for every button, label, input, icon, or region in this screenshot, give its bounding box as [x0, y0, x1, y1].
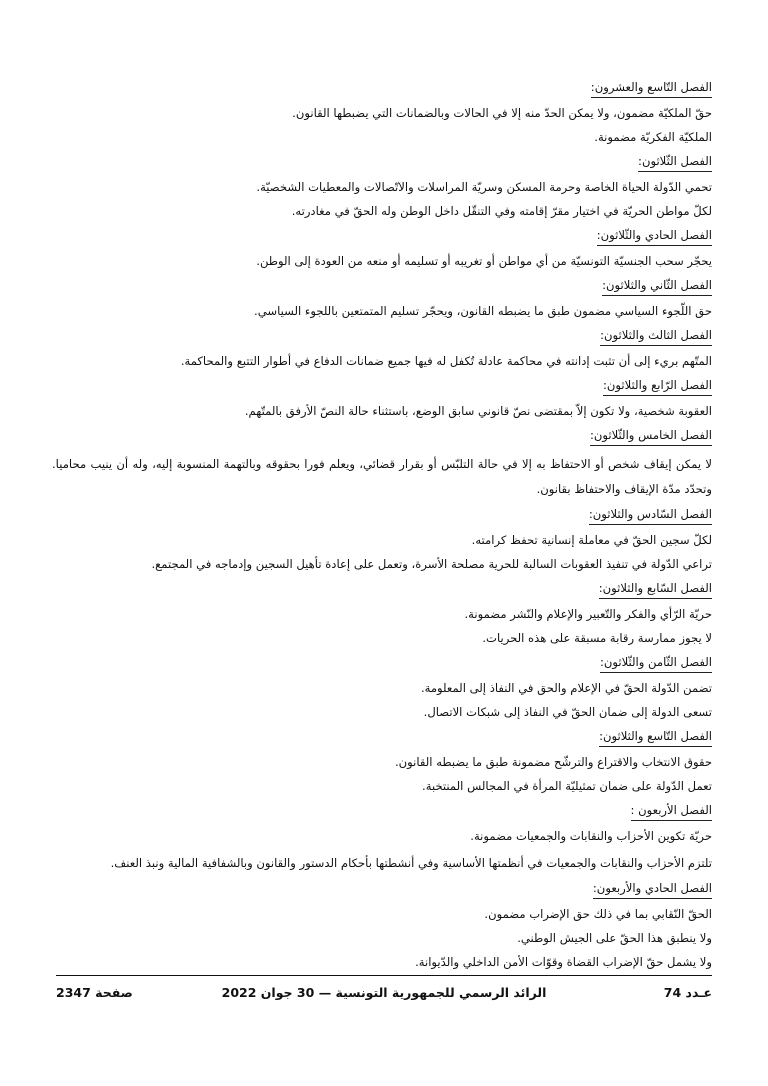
article-paragraph: ولا يشمل حقّ الإضراب القضاة وقوّات الأمن الداخلي والدّيوانة.	[415, 955, 712, 969]
article-paragraph: الملكيّة الفكريّة مضمونة.	[594, 130, 712, 144]
article-paragraph: تحمي الدّولة الحياة الخاصة وحرمة المسكن وسريّة المراسلات والاتّصالات والمعطيات الشخصيّة.	[256, 180, 712, 194]
article-paragraph: لا يمكن إيقاف شخص أو الاحتفاظ به إلا في حالة التلبّس أو بقرار قضائي، ويعلم فورا بحقوقه وبالتهمة المنسوبة إليه، وله أن ينيب محاميا. وتحدّد مدّة الإيقاف والاحتفاظ بقانون.	[52, 457, 712, 496]
article-section	[52, 276, 712, 320]
page-number: صفحة 2347	[56, 985, 133, 1000]
article-paragraph: حريّة الرّأي والفكر والتّعبير والإعلام والنّشر مضمونة.	[464, 607, 712, 621]
article-heading: الفصل التّاسع والثلاثون:	[599, 727, 712, 747]
issue-number: عـدد 74	[663, 985, 712, 1000]
article-heading: الفصل الخامس والثّلاثون:	[590, 426, 712, 446]
article-paragraph: تراعي الدّولة في تنفيذ العقوبات السالبة للحرية مصلحة الأسرة، وتعمل على إعادة تأهيل السجين وإدماجه في المجتمع.	[151, 557, 712, 571]
article-section	[52, 326, 712, 370]
article-heading: الفصل الثّامن والثّلاثون:	[600, 653, 712, 673]
article-section	[52, 801, 712, 876]
article-heading: الفصل الحادي والأربعون:	[593, 879, 712, 899]
article-heading: الفصل السّابع والثلاثون:	[599, 579, 712, 599]
article-heading: الفصل الثالث والثلاثون:	[600, 326, 712, 346]
article-paragraph: لكلّ مواطن الحريّة في اختيار مقرّ إقامته وفي التنقّل داخل الوطن وله الحقّ في مغادرته.	[291, 204, 712, 218]
article-section	[52, 579, 712, 647]
article-paragraph: تسعى الدولة إلى ضمان الحقّ في النفاذ إلى شبكات الاتصال.	[423, 705, 712, 719]
article-section	[52, 505, 712, 573]
article-paragraph: حقّ الملكيّة مضمون، ولا يمكن الحدّ منه إلا في الحالات وبالضمانات التي يضبطها القانون.	[292, 106, 712, 120]
article-heading: الفصل الثّلاثون:	[638, 152, 712, 172]
article-section	[52, 727, 712, 795]
article-heading: الفصل التّاسع والعشرون:	[591, 78, 712, 98]
article-section	[52, 879, 712, 971]
article-paragraph: الحقّ النّقابي بما في ذلك حق الإضراب مضمون.	[484, 907, 712, 921]
page-footer	[56, 985, 712, 1005]
article-paragraph: تعمل الدّولة على ضمان تمثيليّة المرأة في المجالس المنتخبة.	[422, 779, 712, 793]
article-section	[52, 376, 712, 420]
article-section	[52, 226, 712, 270]
article-paragraph: العقوبة شخصية، ولا تكون إلاّ بمقتضى نصّ قانوني سابق الوضع، باستثناء حالة النصّ الأرفق بالمتّهم.	[244, 404, 712, 418]
article-paragraph: يحجّر سحب الجنسيّة التونسيّة من أي مواطن أو تغريبه أو تسليمه أو منعه من العودة إلى الوطن.	[256, 254, 712, 268]
article-heading: الفصل السّادس والثلاثون:	[589, 505, 712, 525]
article-section	[52, 152, 712, 220]
article-paragraph: تلتزم الأحزاب والنقابات والجمعيات في أنظمتها الأساسية وفي أنشطتها بأحكام الدستور والقانون وبالشفافية المالية ونبذ العنف.	[110, 856, 712, 870]
article-heading: الفصل الحادي والثّلاثون:	[597, 226, 712, 246]
article-section	[52, 653, 712, 721]
gazette-title-date: الرائد الرسمي للجمهورية التونسية — 30 جوان 2022	[221, 985, 547, 1000]
article-paragraph: المتّهم بريء إلى أن تثبت إدانته في محاكمة عادلة تُكفل له فيها جميع ضمانات الدفاع في أطوار التتبع والمحاكمة.	[180, 354, 712, 368]
article-paragraph: حريّة تكوين الأحزاب والنقابات والجمعيات مضمونة.	[470, 829, 712, 843]
article-heading: الفصل الرّابع والثلاثون:	[603, 376, 712, 396]
article-paragraph: ولا ينطبق هذا الحقّ على الجيش الوطني.	[517, 931, 712, 945]
article-paragraph: لكلّ سجين الحقّ في معاملة إنسانية تحفظ كرامته.	[471, 533, 712, 547]
article-section	[52, 426, 712, 502]
document-body	[52, 78, 712, 977]
article-paragraph: تضمن الدّولة الحقّ في الإعلام والحق في النفاذ إلى المعلومة.	[420, 681, 712, 695]
article-heading: الفصل الثّاني والثلاثون:	[602, 276, 712, 296]
article-paragraph: حقوق الانتخاب والاقتراع والترشّح مضمونة طبق ما يضبطه القانون.	[394, 755, 712, 769]
article-heading: الفصل الأربعون :	[631, 801, 713, 821]
article-paragraph: حق اللّجوء السياسي مضمون طبق ما يضبطه القانون، ويحجّر تسليم المتمتعين باللجوء السياسي.	[254, 304, 712, 318]
footer-divider	[56, 975, 712, 976]
article-section	[52, 78, 712, 146]
article-paragraph: لا يجوز ممارسة رقابة مسبقة على هذه الحريات.	[482, 631, 712, 645]
